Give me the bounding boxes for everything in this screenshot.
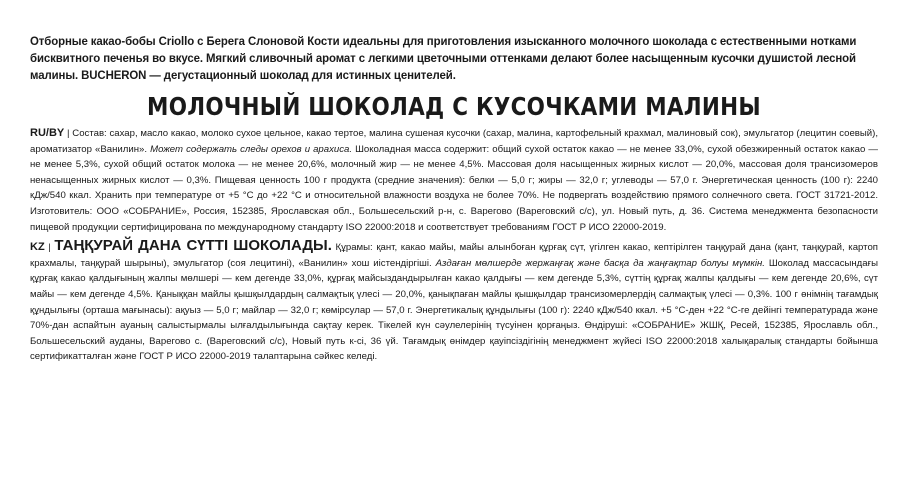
kz-details: Шоколад массасындағы құрғақ какао қалдығының жалпы мөлшері — кем дегенде 33,0%, құрғақ майсыздандырылған какао қалдығы — кем дегенде 5,3%, сүттің құрғақ жалпы қалдығы — кем дегенде 20,6%, сүт майы — кем дегенде 4,5%. Қаныққан майлы қышқылдардың салмақтық үлесі — 20,0%, қанықпаған майлы қышқылдар трансизомерлердің салмақтық үлесі — 0,3%. 100 г өнімнің тағамдық құндылығы (орташа мағынасы): ақуыз — 5,0 г; майлар — 32,0 г; көмірсулар — 57,0 г. Энергетикалық құндылығы (100 г): 2240 кДж/540 ккал. +5 °С-ден +22 °С-ге дейінгі температурада және 70%-дан аспайтын ауаның салыстырмалы ылғалдылығында сақтау керек. Тікелей күн сәулелерінің түсуінен қорғаңыз. Өндіруші: «СОБРАНИЕ» ЖШҚ, Ресей, 152385, Ярославль обл., Большесельский ауданы, Варегово с. (Вареговский с/с), Новый путь к-сі, 36 үй. Тағамдық өнімдер қауіпсіздігінің менеджмент жүйесі ISO 22000:2018 халықаралық стандарты бойынша сертификатталған және ГОСТ Р ИСО 22000-2019 талаптарына сәйкес келеді. [30, 257, 879, 363]
kz-title: ТАҢҚУРАЙ ДАНА СҮТТІ ШОКОЛАДЫ. [54, 237, 332, 255]
product-title: МОЛОЧНЫЙ ШОКОЛАД С КУСОЧКАМИ МАЛИНЫ [147, 92, 761, 121]
intro-text: Отборные какао-бобы Criollo с Берега Слоновой Кости идеальны для приготовления изысканного молочного шоколада с естественными нотками бисквитного печенья во вкусе. Мягкий сливочный аромат с легкими цветочными оттенками делают более насыщенным кусочки душистой лесной малины. BUCHERON — дегустационный шоколад для истинных ценителей. [30, 35, 857, 82]
kz-allergen-warning: Аздаған мөлшерде жержаңғақ және басқа да жаңғақтар болуы мүмкін. [435, 257, 765, 269]
ru-composition: Состав: сахар, масло какао, молоко сухое цельное, какао тертое, малина сушеная кусочки (сахар, малина, картофельный крахмал, малиновый сок), эмульгатор (лецитин соевый), ароматизатор «Ванилин». [30, 128, 878, 155]
kz-composition: Құрамы: қант, какао майы, майы алынбоған құрғақ сүт, үгілген какао, кептірілген таңқурай дана (қант, таңқурай, картоп крахмалы, таңқурай шырыны), эмульгатор (соя лецитині), «Ванилин» хош иістендіргіші. [30, 242, 878, 269]
ru-details: Шоколадная масса содержит: общий сухой остаток какао — не менее 33,0%, сухой обезжиренный остаток какао — не менее 5,3%, сухой общий остаток молока — не менее 20,6%, молочный жир — не менее 4,5%. Массовая доля насыщенных жирных кислот — 20,0%, массовая доля трансизомеров ненасыщенных жирных кислот — 0,3%. Пищевая ценность 100 г продукта (средние значения): белки — 5,0 г; жиры — 32,0 г; углеводы — 57,0 г. Энергетическая ценность (100 г): 2240 кДж/540 ккал. Хранить при температуре от +5 °C до +22 °C и относительной влажности воздуха не более 70%. Не подвергать воздействию прямого солнечного света. ГОСТ 31721-2012. Изготовитель: ООО «СОБРАНИЕ», Россия, 152385, Ярославская обл., Большесельский р-н, с. Варегово (Вареговский с/с), ул. Новый путь, д. 36. Система менеджмента безопасности пищевой продукции сертифицирована по международному стандарту ISO 22000:2018 и соответствует требованиям ГОСТ Р ИСО 22000-2019. [30, 143, 878, 233]
ru-section [30, 126, 878, 235]
kz-lang-code: KZ [30, 241, 45, 254]
ru-separator: | [67, 128, 70, 139]
ru-lang-code: RU/BY [30, 127, 65, 139]
kz-section [30, 238, 878, 365]
kz-separator: | [48, 242, 51, 254]
ru-allergen-warning: Может содержать следы орехов и арахиса. [150, 143, 353, 155]
